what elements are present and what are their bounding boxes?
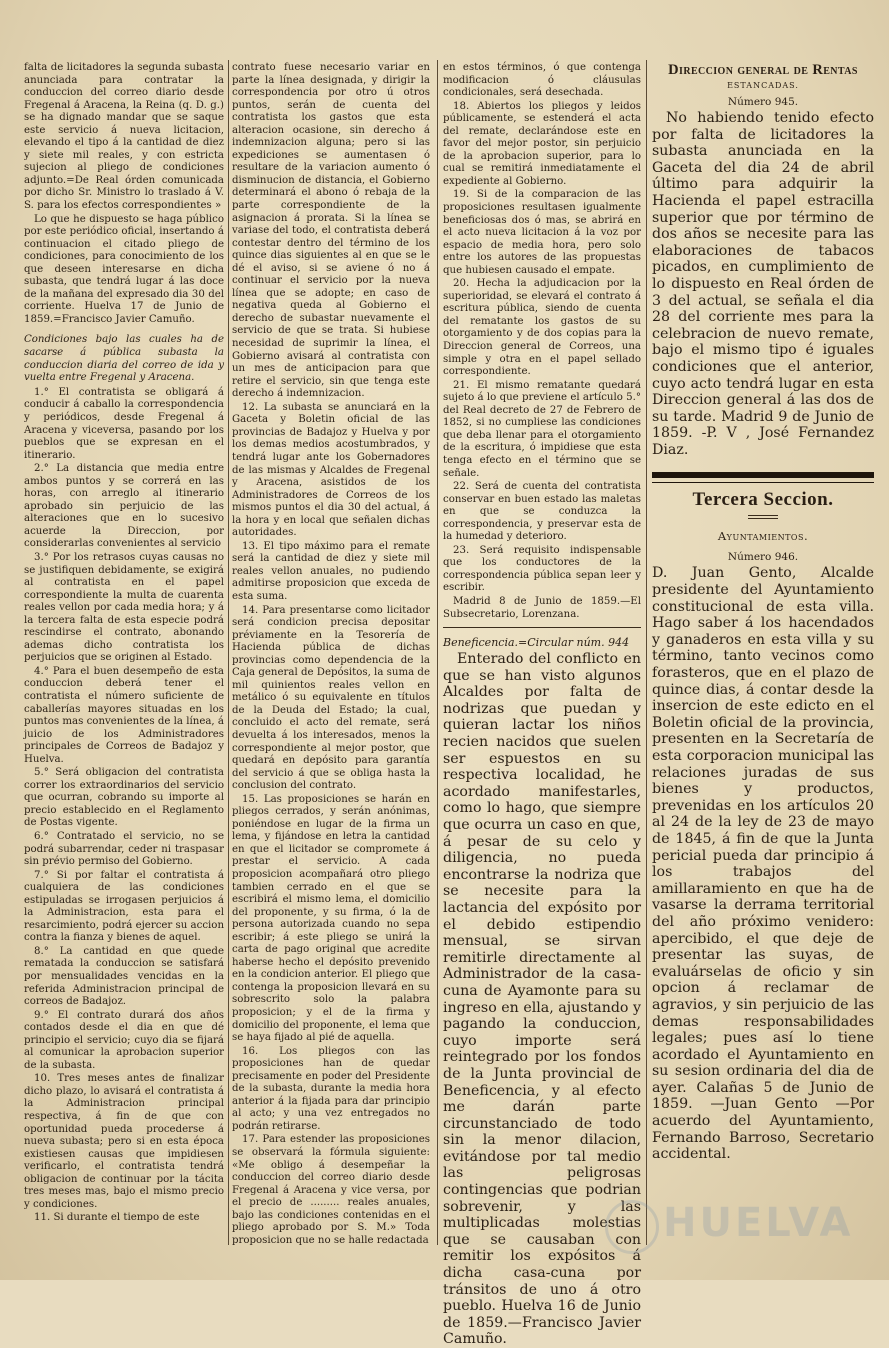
signature-line: Madrid 8 de Junio de 1859.—El Subsecretario, Lorenzana. (443, 595, 641, 620)
column-rule (437, 60, 438, 1245)
condition-paragraph: 2.° La distancia que media entre ambos puntos y se correrá en las horas, con arreglo al itinerario aprobado sin perjuicio de las alteraciones que en lo sucesivo acuerde la Direccion, por considerarlas convenientes al servicio (24, 463, 224, 550)
column-4 (652, 62, 874, 1262)
notice-number: Número 946. (727, 551, 799, 564)
section-divider (652, 472, 874, 478)
condition-paragraph: 1.° El contratista se obligará á conducir á caballo la correspondencia y periódicos, desde Fregenal á Aracena y viceversa, pasando por los pueblos que se expresan en el itinerario. (24, 386, 224, 461)
notice-number: Número 945. (727, 96, 799, 108)
watermark-text: HUELVA (663, 1200, 854, 1246)
conditions-heading: Condiciones bajo las cuales ha de sacarse á pública subasta la conduccion diaria del correo de ida y vuelta entre Fregenal y Aracena. (24, 334, 224, 384)
condition-paragraph: 9.° El contrato durará dos años contados desde el dia en que dé principio el servicio; cuyo dia se fijará al comunicar la aprobacion superior de la subasta. (24, 1009, 224, 1071)
section-title: Tercera Seccion. (692, 489, 834, 511)
circular-heading: Beneficencia.=Circular núm. 944 (443, 636, 630, 650)
condition-paragraph: 16. Los pliegos con las proposiciones han de quedar precisamente en poder del Presidente de la subasta, durante la media hora anterior á la fijada para dar principio al acto; y una vez entregados no podrán retirarse. (232, 1045, 430, 1132)
condition-paragraph: 18. Abiertos los pliegos y leidos públicamente, se estenderá el acta del remate, declarándose este en favor del mejor postor, sin perjuicio de la aprobacion superior, para lo cual se remitirá inmediatamente el expediente al Gobierno. (443, 100, 641, 187)
condition-paragraph: 10. Tres meses antes de finalizar dicho plazo, lo avisará el contratista á la Administracion principal respectiva, á fin de que con oportunidad pueda procederse á nueva subasta; pero si en esta época existiesen causas que impidiesen verificarlo, el contratista tendrá obligacion de continuar por la tácita tres meses mas, bajo el mismo precio y condiciones. (24, 1073, 224, 1210)
condition-paragraph: 15. Las proposiciones se harán en pliegos cerrados, y serán anónimas, poniéndose en lugar de la firma un lema, y fijándose en letra la cantidad en que el licitador se compromete á prestar el servicio. A cada proposicion acompañará otro pliego tambien cerrado en el que se escribirá el mismo lema, el domicilio del proponente, y su firma, ó la de persona autorizada cuando no sepa escribir; á este pliego se unirá la carta de pago original que acredite haberse hecho el depósito prevenido en la condicion anterior. El pliego que contenga la proposicion llevará en su sobrescrito solo la palabra proposicion; y el de la firma y domicilio del proponente, el lema que se haya fijado al pié de aquella. (232, 793, 430, 1044)
condition-paragraph: 23. Será requisito indispensable que los conductores de la correspondencia pública sepan leer y escribir. (443, 544, 641, 594)
condition-paragraph: 7.° Si por faltar el contratista á cualquiera de las condiciones estipuladas se irrogasen perjuicios á la Administracion, esta para el resarcimiento, podrá ejercer su accion contra la fianza y bienes de aquel. (24, 869, 224, 944)
condition-paragraph: 8.° La cantidad en que quede rematada la conduccion se satisfará por mensualidades vencidas en la referida Administracion principal de correos de Badajoz. (24, 945, 224, 1008)
condition-paragraph: 12. La subasta se anunciará en la Gaceta y Boletin oficial de las provincias de Badajoz y Huelva y por los demas medios acostumbrados, y tendrá lugar ante los Gobernadores de las mismas y Alcaldes de Fregenal y Aracena, asistidos de los Administradores de Correos de los mismos puntos el dia 30 del actual, á la hora y en local que señalen dichas autoridades. (232, 401, 430, 539)
condition-paragraph: 20. Hecha la adjudicacion por la superioridad, se elevará el contrato á escritura pública, siendo de cuenta del rematante los gastos de su otorgamiento y de dos copias para la Direccion general de Correos, una simple y otra en el papel sellado correspondiente. (443, 278, 641, 378)
condition-paragraph: 5.° Será obligacion del contratista correr los extraordinarios del servicio que ocurran, cobrando su importe al precio establecido en el Reglamento de Postas vigente. (24, 767, 224, 829)
section-header-subtitle: ESTANCADAS. (727, 81, 799, 90)
column-rule (228, 60, 229, 1245)
condition-paragraph: 19. Si de la comparacion de las proposiciones resultasen igualmente beneficiosas dos ó mas, se abrirá en el acto nueva licitacion á la voz por espacio de media hora, pero solo entre los autores de las propuestas que hubiesen causado el empate. (443, 189, 641, 276)
ornament-rule (748, 515, 778, 519)
divider (443, 627, 641, 628)
section-divider-thin (652, 482, 874, 483)
library-watermark (605, 1196, 854, 1256)
condition-paragraph: 22. Será de cuenta del contratista conservar en buen estado las maletas en que se conduzca la correspondencia, y preservar esta de la humedad y deterioro. (443, 481, 641, 543)
column-rule (646, 60, 647, 1245)
condition-paragraph: en estos términos, ó que contenga modificacion ó cláusulas condicionales, será desechada. (443, 62, 641, 99)
column-1 (24, 62, 224, 1262)
circular-body: Enterado del conflicto en que se han visto algunos Alcaldes por falta de nodrizas que puedan y quieran lactar los niños recien nacidos que suelen ser espuestos en su respectiva localidad, he acordado manifestarles, como lo hago, que siempre que ocurra un caso en que, á pesar de su celo y diligencia, no pueda encontrarse la nodriza que se necesite para la lactancia del expósito por el debido estipendio mensual, se sirvan remitirle directamente al Administrador de la casa-cuna de Ayamonte para su ingreso en ella, ajustando y pagando la conduccion, cuyo importe será reintegrado por los fondos de la Junta provincial de Beneficencia, y al efecto me darán parte circunstanciado de todo sin la menor dilacion, evitándose por tal medio las peligrosas contingencias que podrian sobrevenir, y las multiplicadas molestias que se causaban con remitir los expósitos á dicha casa-cuna por tránsitos de uno á otro pueblo. Huelva 16 de Junio de 1859.—Francisco Javier Camuño. (443, 651, 641, 1348)
paragraph: falta de licitadores la segunda subasta anunciada para contratar la conduccion del correo diario desde Fregenal á Aracena, la Reina (q. D. g.) se ha dignado mandar que se saque este servicio á nueva licitacion, elevando el tipo á la cantidad de diez y siete mil reales, y con estricta sujecion al pliego de condiciones adjunto.=De Real órden comunicada por dicho Sr. Ministro lo traslado á V. S. para los efectos correspondientes » (24, 62, 224, 212)
condition-paragraph: 11. Si durante el tiempo de este (34, 1212, 200, 1224)
ayuntamiento-notice-body: D. Juan Gento, Alcalde presidente del Ayuntamiento constitucional de esta villa. Hago saber á los hacendados y ganaderos en esta villa y su término, tanto vecinos como forasteros, que en el plazo de quince dias, á contar desde la insercion de este edicto en el Boletin oficial de la provincia, presenten en la Secretaría de esta corporacion municipal las relaciones juradas de sus bienes y productos, prevenidas en los artículos 20 al 24 de la ley de 23 de mayo de 1845, á fin de que la Junta pericial pueda dar principio á los trabajos del amillaramiento en que ha de vasarse la derrama territorial del año próximo venidero: apercibido, el que deje de presentar las suyas, de evaluárselas de oficio y sin opcion á reclamar de agravios, y sin perjuicio de las demas responsabilidades legales; pues así lo tiene acordado el Ayuntamiento en su sesion ordinaria del dia de ayer. Calañas 5 de Junio de 1859. —Juan Gento —Por acuerdo del Ayuntamiento, Fernando Barroso, Secretario accidental. (652, 565, 874, 1163)
condition-paragraph: 17. Para estender las proposiciones se observará la fórmula siguiente: «Me obligo á desempeñar la conduccion del correo diario desde Fregenal á Aracena y vice versa, por el precio de ......... reales anuales, bajo las condiciones contenidas en el pliego aprobado por S. M.» Toda proposicion que no se halle redactada (232, 1134, 430, 1246)
condition-paragraph: 6.° Contratado el servicio, no se podrá subarrendar, ceder ni traspasar sin prévio permiso del Gobierno. (24, 831, 224, 868)
subsection-heading: Ayuntamientos. (717, 529, 809, 544)
condition-paragraph: 14. Para presentarse como licitador será condicion precisa depositar préviamente en la Tesorería de Hacienda pública de dichas provincias como dependencia de la Caja general de Depósitos, la suma de mil quinientos reales vellon en metálico ó su equivalente en títulos de la Deuda del Estado; la cual, concluido el acto del remate, será devuelta á los interesados, menos la correspondiente al mejor postor, que quedará en depósito para garantía del servicio á que se obliga hasta la conclusion del contrato. (232, 604, 430, 792)
seal-icon (605, 1200, 659, 1254)
section-header-title: Direccion general de Rentas (668, 62, 858, 78)
column-3 (443, 62, 641, 1348)
paragraph: Lo que he dispuesto se haga público por este periódico oficial, insertando á continuacion el citado pliego de condiciones, para conocimiento de los que deseen interesarse en dicha subasta, que tendrá lugar á las doce de la mañana del expresado dia 30 del corriente. Huelva 17 de Junio de 1859.=Francisco Javier Camuño. (24, 213, 224, 325)
condition-paragraph: contrato fuese necesario variar en parte la línea designada, y dirigir la correspondencia por otro ú otros puntos, serán de cuenta del contratista los gastos que esta alteracion ocasione, sin derecho á indemnizacion alguna; pero si las expediciones se aumentasen ó resultare de la variacion aumento ó disminucion de distancia, el Gobierno determinará el abono ó rebaja de la parte correspondiente de la asignacion á prorata. Si la línea se variase del todo, el contratista deberá contestar dentro del término de los quince dias siguientes al en que se le dé el aviso, si se aviene ó no á continuar el servicio por la nueva línea que se adopte; en caso de negativa queda al Gobierno el derecho de subastar nuevamente el servicio de que se trata. Si hubiese necesidad de suprimir la línea, el Gobierno avisará al contratista con un mes de anticipacion para que retire el servicio, sin que tenga este derecho á indemnizacion. (232, 62, 430, 400)
condition-paragraph: 3.° Por los retrasos cuyas causas no se justifiquen debidamente, se exigirá al contratista en el papel correspondiente la multa de cuarenta reales vellon por cada media hora; y á la tercera falta de esta especie podrá rescindirse el contrato, abonando ademas dicho contratista los perjuicios que se originen al Estado. (24, 551, 224, 664)
rentas-notice-body: No habiendo tenido efecto por falta de licitadores la subasta anunciada en la Gaceta del dia 24 de abril último para adquirir la Hacienda el papel estracilla superior que por término de dos años se necesite para las elaboraciones de tabacos picados, en cumplimiento de lo dispuesto en Real órden de 3 del actual, se señala el dia 28 del corriente mes para la celebracion de nuevo remate, bajo el mismo tipo é iguales condiciones que el anterior, cuyo acto tendrá lugar en esta Direccion general á las dos de su tarde. Madrid 9 de Junio de 1859. -P. V , José Fernandez Diaz. (652, 110, 874, 458)
condition-paragraph: 21. El mismo rematante quedará sujeto á lo que previene el artículo 5.° del Real decreto de 27 de Febrero de 1852, si no cumpliese las condiciones que deba llenar para el otorgamiento de la escritura, ó impidiese que esta tenga efecto en el término que se señale. (443, 379, 641, 479)
column-2 (232, 62, 430, 1262)
condition-paragraph: 4.° Para el buen desempeño de esta conduccion deberá tener el contratista el número suficiente de caballerías mayores situadas en los puntos mas convenientes de la línea, á juicio de los Administradores principales de Correos de Badajoz y Huelva. (24, 665, 224, 765)
condition-paragraph: 13. El tipo máximo para el remate será la cantidad de diez y siete mil reales vellon anuales, no pudiendo admitirse proposicion que exceda de esta suma. (232, 540, 430, 602)
